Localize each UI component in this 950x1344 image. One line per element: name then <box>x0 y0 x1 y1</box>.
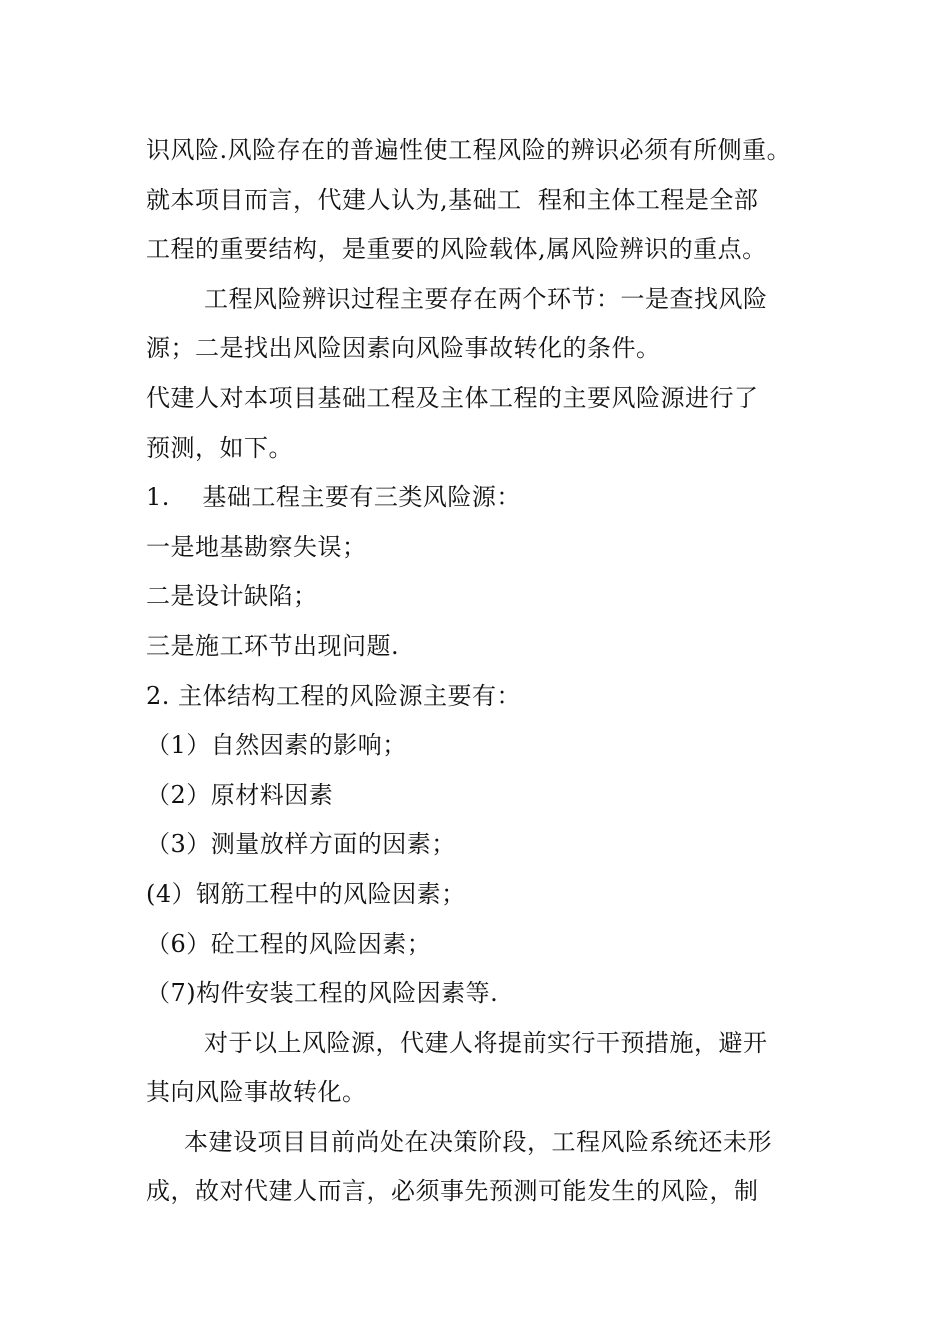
list-item: （3）测量放样方面的因素； <box>146 830 456 859</box>
text-line: 成，故对代建人而言，必须事先预测可能发生的风险，制 <box>146 1177 759 1206</box>
list-item: （7)构件安装工程的风险因素等. <box>146 979 499 1008</box>
list-item: 1. 基础工程主要有三类风险源： <box>146 483 521 512</box>
document-body <box>146 126 816 1217</box>
text-line: 工程风险辨识过程主要存在两个环节：一是查找风险 <box>204 284 768 313</box>
list-item: （1）自然因素的影响； <box>146 731 407 760</box>
list-item: (4）钢筋工程中的风险因素； <box>146 879 466 908</box>
text-line: 源；二是找出风险因素向风险事故转化的条件。 <box>146 334 661 363</box>
text-line: 对于以上风险源，代建人将提前实行干预措施，避开 <box>204 1028 768 1057</box>
list-item: 三是施工环节出现问题. <box>146 631 400 660</box>
list-item: （6）砼工程的风险因素； <box>146 929 432 958</box>
text-line: 预测，如下。 <box>146 433 293 462</box>
list-item: 2. 主体结构工程的风险源主要有： <box>146 681 522 710</box>
text-line: 识风险.风险存在的普遍性使工程风险的辨识必须有所侧重。 <box>146 136 792 164</box>
text-line: 其向风险事故转化。 <box>146 1078 367 1107</box>
text-line: 工程的重要结构，是重要的风险载体,属风险辨识的重点。 <box>146 235 767 264</box>
list-item: （2）原材料因素 <box>146 780 334 809</box>
text-line: 代建人对本项目基础工程及主体工程的主要风险源进行了 <box>146 383 759 412</box>
text-line: 本建设项目目前尚处在决策阶段，工程风险系统还未形 <box>184 1127 772 1156</box>
list-item: 一是地基勘察失误； <box>146 532 367 561</box>
text-line: 就本项目而言，代建人认为,基础工 程和主体工程是全部 <box>146 185 759 214</box>
list-item: 二是设计缺陷； <box>146 582 318 611</box>
